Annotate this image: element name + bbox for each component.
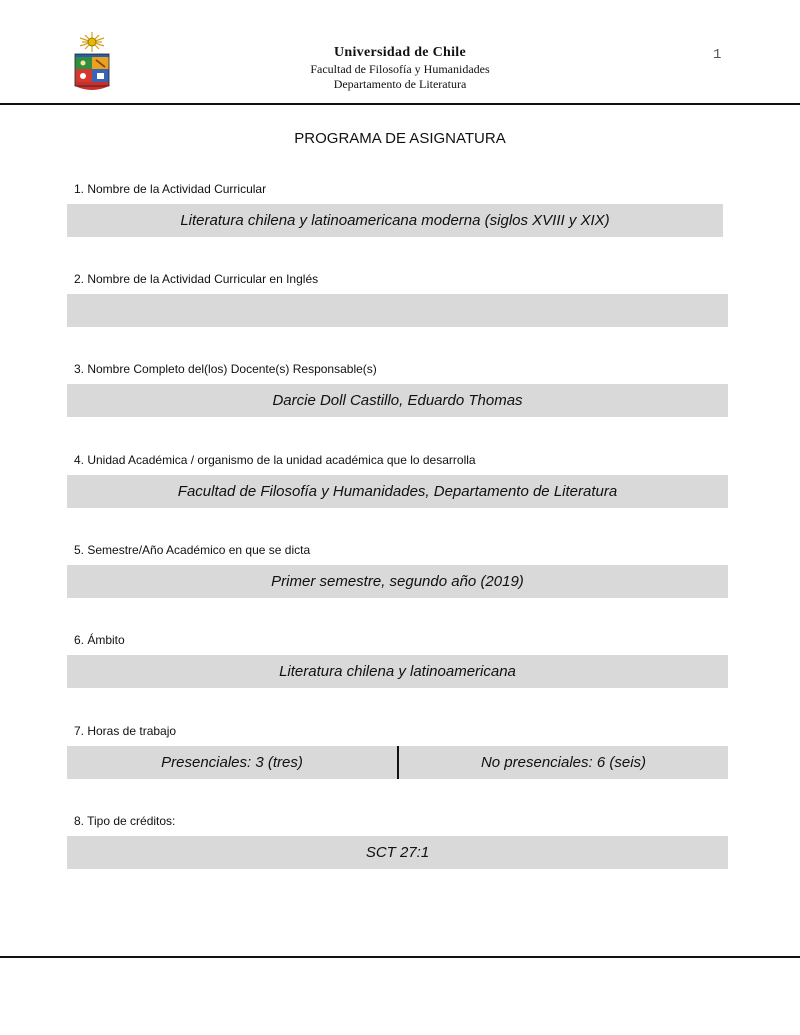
page-number: 1 xyxy=(713,47,722,63)
footer-divider xyxy=(0,956,800,958)
section-4-value-field xyxy=(67,475,728,508)
department-name: Departamento de Literatura xyxy=(333,77,467,91)
section-4-label: 4. Unidad Académica / organismo de la unidad académica que lo desarrolla xyxy=(74,453,476,467)
section-3-label: 3. Nombre Completo del(los) Docente(s) Responsable(s) xyxy=(74,362,377,376)
section-1-label: 1. Nombre de la Actividad Curricular xyxy=(74,182,267,196)
section-4-value: Facultad de Filosofía y Humanidades, Departamento de Literatura xyxy=(177,483,618,500)
section-3-value: Darcie Doll Castillo, Eduardo Thomas xyxy=(272,392,523,409)
section-7-label: 7. Horas de trabajo xyxy=(74,724,177,738)
section-8-value-field xyxy=(67,836,728,869)
section-5-value-field xyxy=(67,565,728,598)
document-title: PROGRAMA DE ASIGNATURA xyxy=(294,130,506,147)
section-6-value: Literatura chilena y latinoamericana xyxy=(279,663,516,680)
presenciales-hours: Presenciales: 3 (tres) xyxy=(161,754,303,771)
section-1-value: Literatura chilena y latinoamericana moderna (siglos XVIII y XIX) xyxy=(180,212,610,229)
section-2-value-field xyxy=(67,294,728,327)
section-2-label: 2. Nombre de la Actividad Curricular en Inglés xyxy=(74,272,319,286)
section-3-value-field xyxy=(67,384,728,417)
no-presenciales-hours: No presenciales: 6 (seis) xyxy=(480,754,647,771)
header-divider xyxy=(0,103,800,105)
university-coat-of-arms-logo xyxy=(72,30,112,96)
section-8-label: 8. Tipo de créditos: xyxy=(74,814,176,828)
section-1-value-field xyxy=(67,204,723,237)
section-5-value: Primer semestre, segundo año (2019) xyxy=(271,573,524,590)
university-name: Universidad de Chile xyxy=(333,45,466,60)
section-6-label: 6. Ámbito xyxy=(74,633,125,647)
section-7-hours-field xyxy=(67,746,728,779)
faculty-name: Facultad de Filosofía y Humanidades xyxy=(310,62,490,76)
section-5-label: 5. Semestre/Año Académico en que se dicta xyxy=(74,543,311,557)
section-6-value-field xyxy=(67,655,728,688)
section-8-value: SCT 27:1 xyxy=(365,844,430,861)
